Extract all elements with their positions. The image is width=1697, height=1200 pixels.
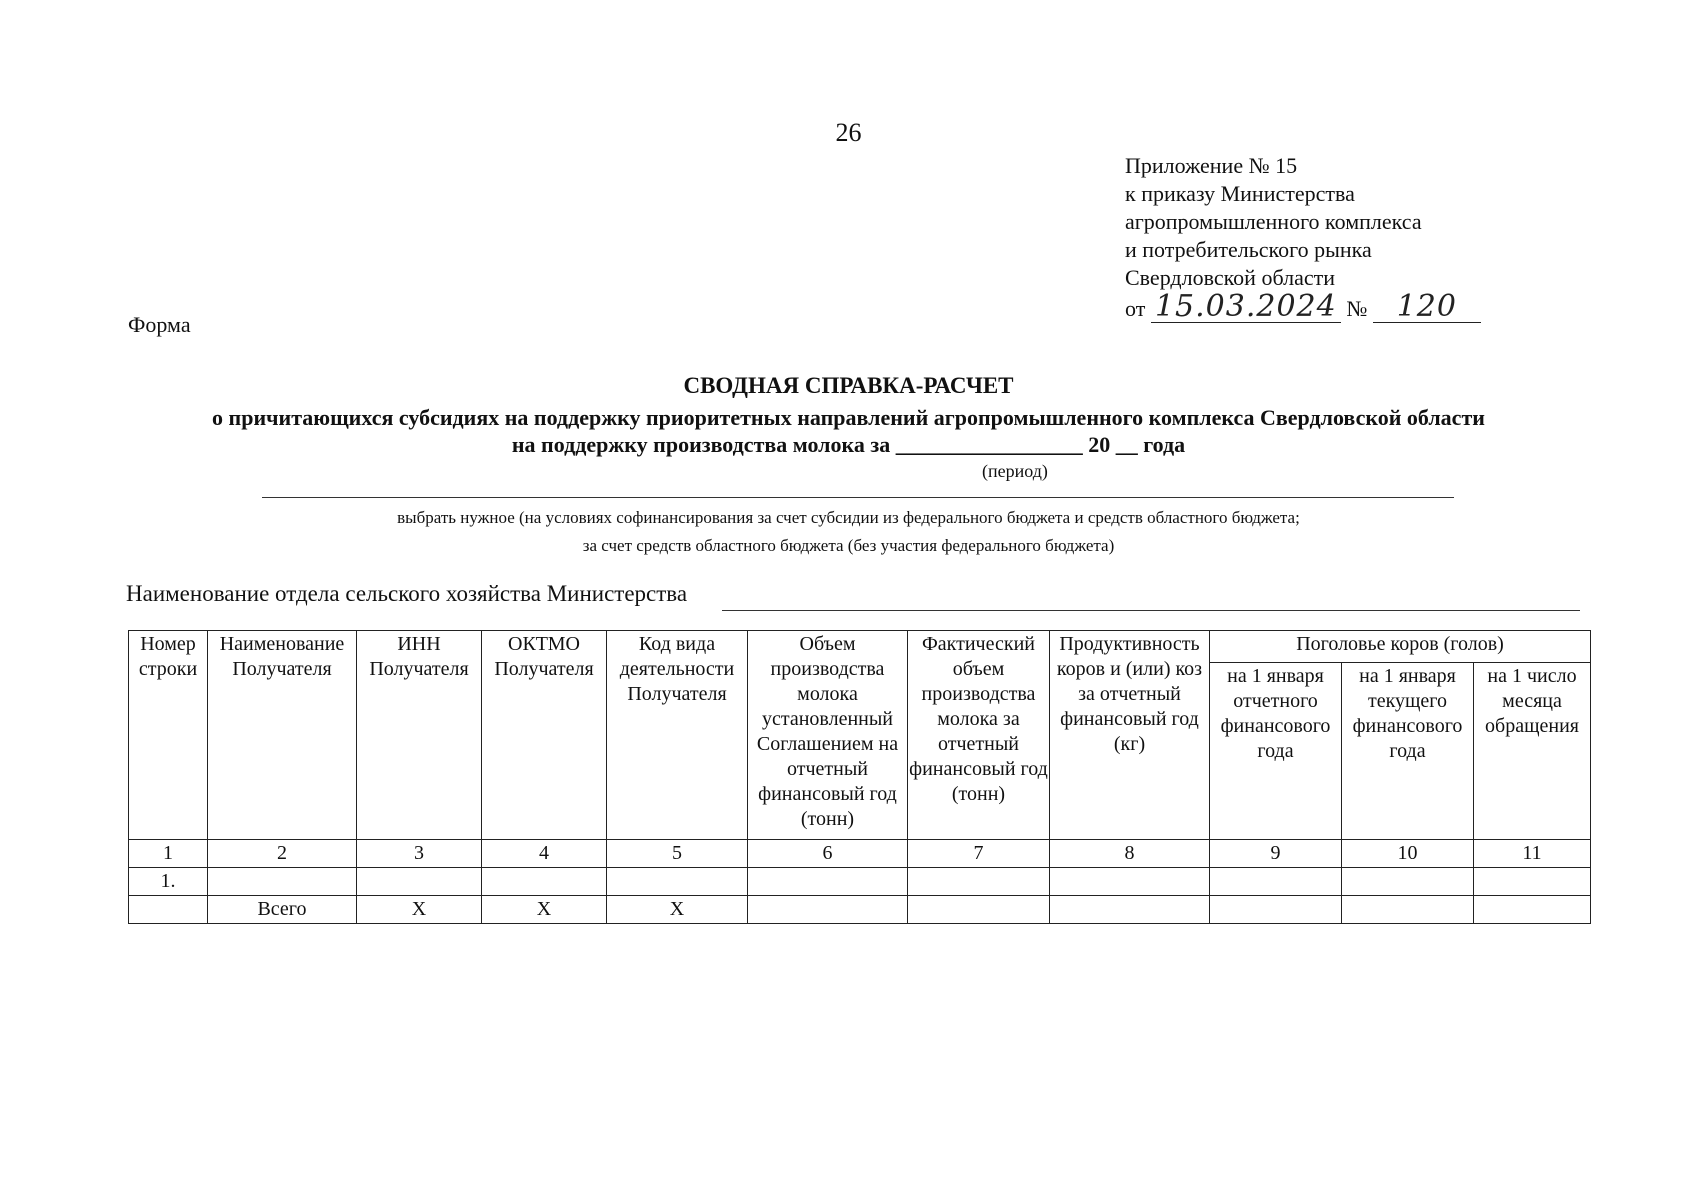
table-row-total <box>129 896 1591 924</box>
header-herd-group: Поголовье коров (голов) <box>1210 631 1591 663</box>
table-cell <box>908 868 1050 896</box>
table-cell: X <box>357 896 482 924</box>
annex-line: и потребительского рынка <box>1125 237 1372 262</box>
table-cell: 1. <box>129 868 208 896</box>
page-number: 26 <box>835 118 862 147</box>
column-number: 10 <box>1342 840 1474 868</box>
annex-date-line <box>1125 289 1481 324</box>
header-oktmo: ОКТМО Получателя <box>482 631 607 840</box>
table-row <box>129 868 1591 896</box>
annex-block <box>1125 152 1481 323</box>
annex-line: к приказу Министерства <box>1125 181 1355 206</box>
column-number: 3 <box>357 840 482 868</box>
column-number: 5 <box>607 840 748 868</box>
handwritten-date: 15.03.2024 <box>1151 292 1341 323</box>
subsidy-table <box>128 630 1591 924</box>
table-cell: Всего <box>208 896 357 924</box>
form-label: Форма <box>128 312 191 337</box>
annex-line: Свердловской области <box>1125 265 1335 290</box>
table-cell <box>1342 868 1474 896</box>
note-line-1: выбрать нужное (на условиях софинансирования за счет субсидии из федерального бюджета и средств областного бюджета; <box>397 508 1300 527</box>
document-title: СВОДНАЯ СПРАВКА-РАСЧЕТ <box>683 373 1014 398</box>
table-cell: X <box>607 896 748 924</box>
table-cell <box>1050 868 1210 896</box>
header-inn: ИНН Получателя <box>357 631 482 840</box>
header-row-no: Номер строки <box>129 631 208 840</box>
department-label: Наименование отдела сельского хозяйства Министерства <box>126 581 688 606</box>
header-activity-code: Код вида деятельности Получателя <box>607 631 748 840</box>
document-subtitle: о причитающихся субсидиях на поддержку приоритетных направлений агропромышленного комплекса Свердловской области <box>212 405 1485 430</box>
table-cell <box>1210 896 1342 924</box>
annex-line: Приложение № 15 <box>1125 153 1298 178</box>
table-cell <box>607 868 748 896</box>
table-cell <box>357 868 482 896</box>
table-cell <box>1474 896 1591 924</box>
period-hint: (период) <box>982 461 1048 481</box>
header-productivity: Продуктивность коров и (или) коз за отчетный финансовый год (кг) <box>1050 631 1210 840</box>
header-herd-month: на 1 число месяца обращения <box>1474 663 1591 840</box>
column-number: 7 <box>908 840 1050 868</box>
annex-line: агропромышленного комплекса <box>1125 209 1422 234</box>
header-herd-jan-cur: на 1 января текущего финансового года <box>1342 663 1474 840</box>
table-cell: X <box>482 896 607 924</box>
column-number: 11 <box>1474 840 1591 868</box>
table-cell <box>129 896 208 924</box>
column-number: 4 <box>482 840 607 868</box>
handwritten-number: 120 <box>1373 292 1481 323</box>
table-cell <box>1050 896 1210 924</box>
table-cell <box>908 896 1050 924</box>
column-number: 8 <box>1050 840 1210 868</box>
header-actual-volume: Фактический объем производства молока за отчетный финансовый год (тонн) <box>908 631 1050 840</box>
table-cell <box>748 896 908 924</box>
header-herd-jan-prev: на 1 января отчетного финансового года <box>1210 663 1342 840</box>
table-cell <box>208 868 357 896</box>
table-cell <box>1474 868 1591 896</box>
separator-line <box>262 497 1454 498</box>
header-recipient-name: Наименование Получателя <box>208 631 357 840</box>
department-fill-line <box>722 610 1580 611</box>
annex-from-prefix: от <box>1125 296 1146 321</box>
column-number: 2 <box>208 840 357 868</box>
column-number: 1 <box>129 840 208 868</box>
table-cell <box>748 868 908 896</box>
column-number: 6 <box>748 840 908 868</box>
annex-number-prefix: № <box>1346 296 1368 321</box>
note-line-2: за счет средств областного бюджета (без участия федерального бюджета) <box>582 536 1115 555</box>
column-number: 9 <box>1210 840 1342 868</box>
table-cell <box>482 868 607 896</box>
table-cell <box>1210 868 1342 896</box>
table-cell <box>1342 896 1474 924</box>
document-subtitle-period: на поддержку производства молока за _________________ 20 __ года <box>511 432 1186 457</box>
header-agreed-volume: Объем производства молока установленный Соглашением на отчетный финансовый год (тонн) <box>748 631 908 840</box>
